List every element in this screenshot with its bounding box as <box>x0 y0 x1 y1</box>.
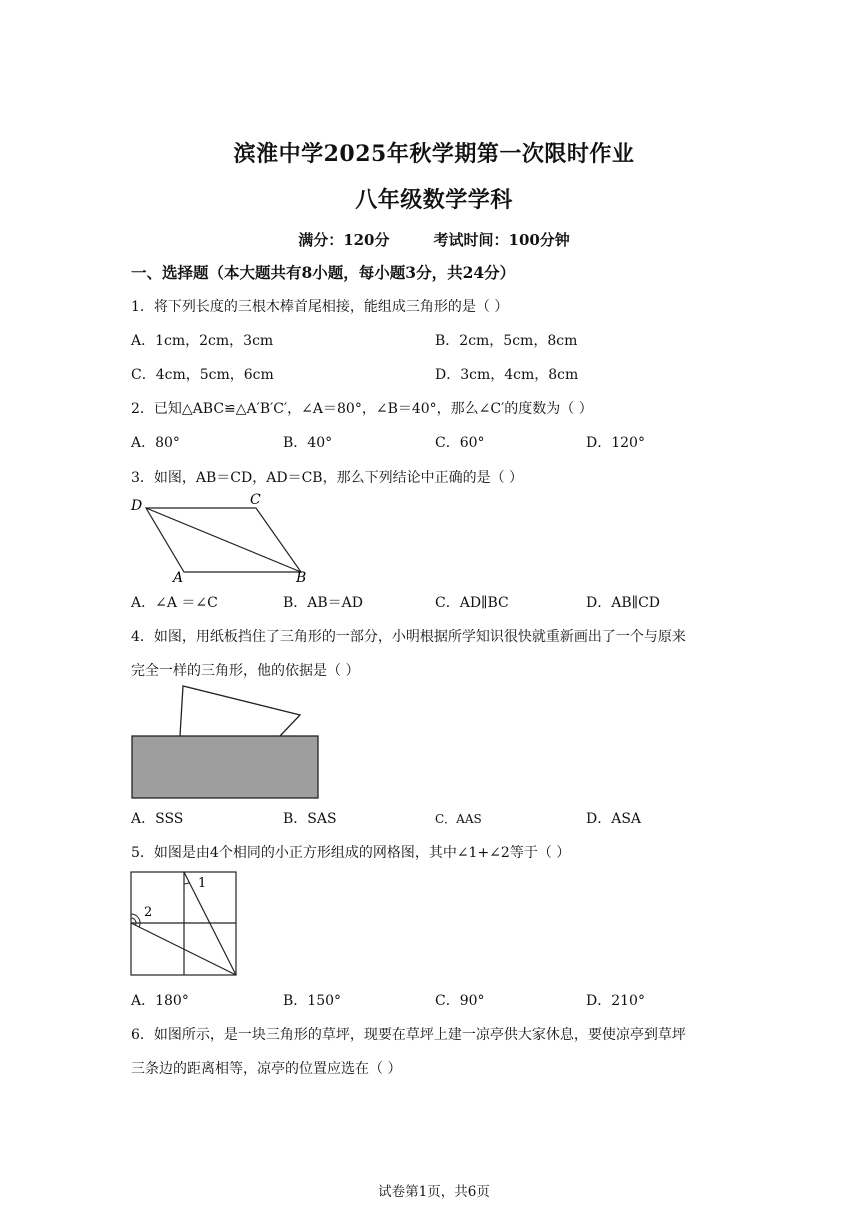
question-4-option-c: C．AAS <box>435 812 482 826</box>
question-2-option-c: C．60° <box>435 435 485 451</box>
question-3-stem: 3．如图，AB＝CD，AD＝CB，那么下列结论中正确的是（ ） <box>131 470 524 486</box>
question-1-option-b: B．2cm，5cm，8cm <box>435 333 578 349</box>
question-3-option-c: C．AD∥BC <box>435 595 509 611</box>
question-5-option-a: A．180° <box>131 993 189 1009</box>
grid-figure <box>128 868 240 980</box>
figure-label-d: D <box>131 498 143 514</box>
parallelogram-figure <box>128 488 318 586</box>
question-5-option-d: D．210° <box>586 993 645 1009</box>
question-1-option-d: D．3cm，4cm，8cm <box>435 367 579 383</box>
cardboard-cover <box>132 736 318 798</box>
question-2-stem: 2．已知△ABC≌△A′B′C′，∠A＝80°，∠B＝40°，那么∠C′的度数为（ ） <box>131 401 593 417</box>
covered-triangle-figure <box>128 680 324 802</box>
visible-triangle-part <box>180 686 300 736</box>
figure-label-c: C <box>250 492 261 508</box>
question-4-option-a: A．SSS <box>131 811 184 827</box>
question-3-option-a: A．∠A ＝∠C <box>131 595 218 611</box>
question-1-stem: 1．将下列长度的三根木棒首尾相接，能组成三角形的是（ ） <box>131 299 509 315</box>
question-4-stem-line1: 4．如图，用纸板挡住了三角形的一部分，小明根据所学知识很快就重新画出了一个与原来 <box>131 629 686 645</box>
section-heading: 一、选择题（本大题共有8小题，每小题3分，共24分） <box>131 263 516 282</box>
page-footer: 试卷第1页，共6页 <box>378 1184 490 1200</box>
exam-title: 滨淮中学2025年秋学期第一次限时作业 <box>233 141 635 167</box>
question-1-option-a: A．1cm，2cm，3cm <box>131 333 274 349</box>
question-2-option-b: B．40° <box>283 435 333 451</box>
question-3-option-d: D．AB∥CD <box>586 595 661 611</box>
figure-label-a: A <box>173 570 184 586</box>
question-3-option-b: B．AB＝AD <box>283 595 364 611</box>
question-6-stem-line1: 6．如图所示，是一块三角形的草坪，现要在草坪上建一凉亭供大家休息，要使凉亭到草坪 <box>131 1027 686 1043</box>
question-5-option-c: C．90° <box>435 993 485 1009</box>
figure-label-b: B <box>296 570 307 586</box>
question-4-option-d: D．ASA <box>586 811 642 827</box>
diagonal-db <box>146 508 301 572</box>
angle-2-label: 2 <box>144 905 153 920</box>
angle-1-label: 1 <box>198 876 207 891</box>
full-score: 满分：120分 <box>298 231 390 249</box>
question-5-stem: 5．如图是由4个相同的小正方形组成的网格图，其中∠1+∠2等于（ ） <box>131 845 571 861</box>
question-1-option-c: C．4cm，5cm，6cm <box>131 367 274 383</box>
question-2-option-d: D．120° <box>586 435 645 451</box>
question-4-stem-line2: 完全一样的三角形，他的依据是（ ） <box>131 663 360 679</box>
question-6-stem-line2: 三条边的距离相等，凉亭的位置应选在（ ） <box>131 1061 402 1077</box>
exam-time: 考试时间：100分钟 <box>433 231 570 249</box>
question-5-option-b: B．150° <box>283 993 342 1009</box>
question-4-option-b: B．SAS <box>283 811 337 827</box>
angle-1-arc <box>184 883 189 884</box>
exam-meta <box>0 229 868 250</box>
question-2-option-a: A．80° <box>131 435 180 451</box>
exam-subtitle: 八年级数学学科 <box>355 187 513 213</box>
